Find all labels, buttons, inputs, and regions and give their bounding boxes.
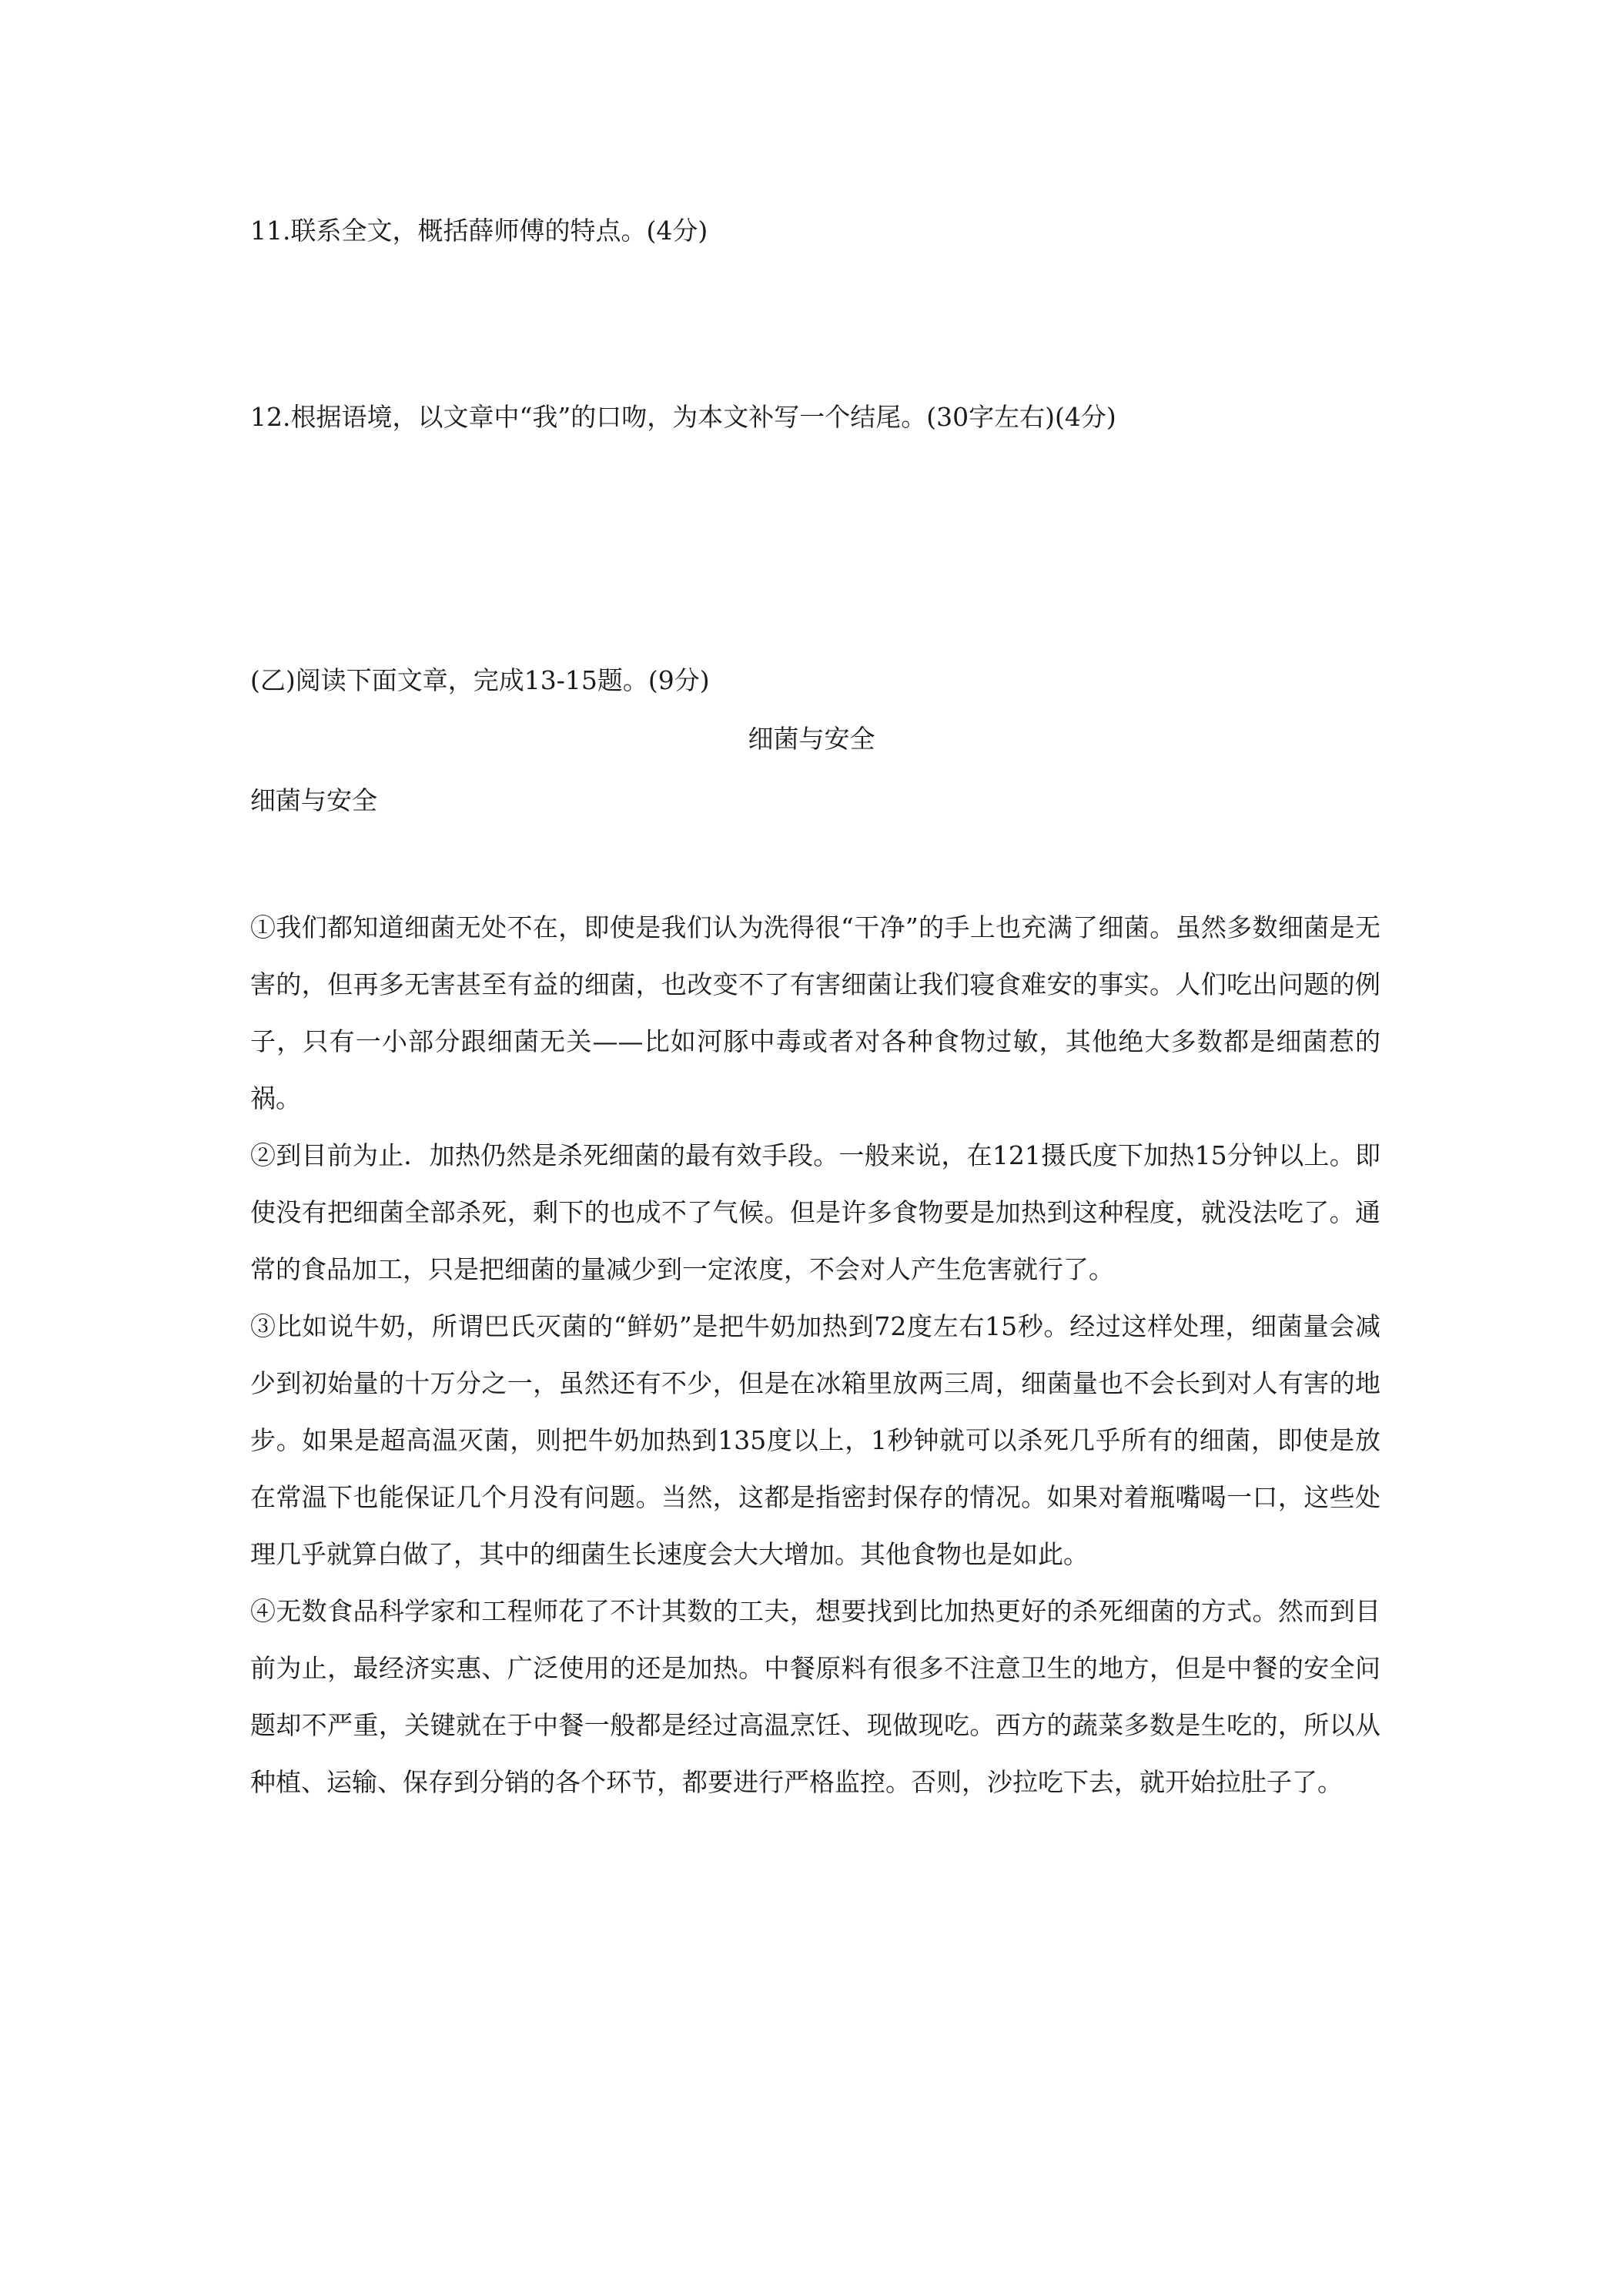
article-subtitle: 细菌与安全 (250, 785, 377, 815)
article-body (250, 899, 1380, 1811)
question-12: 12.根据语境，以文章中“我”的口吻，为本文补写一个结尾。(30字左右)(4分) (250, 402, 1116, 432)
section-intro: (乙)阅读下面文章，完成13-15题。(9分) (250, 665, 710, 695)
paragraph-1: ①我们都知道细菌无处不在，即使是我们认为洗得很“干净”的手上也充满了细菌。虽然多数细菌是无害的，但再多无害甚至有益的细菌，也改变不了有害细菌让我们寝食难安的事实。人们吃出问题的例子，只有一小部分跟细菌无关——比如河豚中毒或者对各种食物过敏，其他绝大多数都是细菌惹的祸。 (250, 912, 1380, 1113)
question-11: 11.联系全文，概括薛师傅的特点。(4分) (250, 216, 708, 246)
paragraph-2: ②到目前为止．加热仍然是杀死细菌的最有效手段。一般来说，在121摄氏度下加热15分钟以上。即使没有把细菌全部杀死，剩下的也成不了气候。但是许多食物要是加热到这种程度，就没法吃了。通常的食品加工，只是把细菌的量减少到一定浓度，不会对人产生危害就行了。 (250, 1140, 1380, 1284)
paragraph-4: ④无数食品科学家和工程师花了不计其数的工夫，想要找到比加热更好的杀死细菌的方式。然而到目前为止，最经济实惠、广泛使用的还是加热。中餐原料有很多不注意卫生的地方，但是中餐的安全问题却不严重，关键就在于中餐一般都是经过高温烹饪、现做现吃。西方的蔬菜多数是生吃的，所以从种植、运输、保存到分销的各个环节，都要进行严格监控。否则，沙拉吃下去，就开始拉肚子了。 (250, 1596, 1380, 1797)
paragraph-3: ③比如说牛奶，所谓巴氏灭菌的“鲜奶”是把牛奶加热到72度左右15秒。经过这样处理，细菌量会减少到初始量的十万分之一，虽然还有不少，但是在冰箱里放两三周，细菌量也不会长到对人有害的地步。如果是超高温灭菌，则把牛奶加热到135度以上，1秒钟就可以杀死几乎所有的细菌，即使是放在常温下也能保证几个月没有问题。当然，这都是指密封保存的情况。如果对着瓶嘴喝一口，这些处理几乎就算白做了，其中的细菌生长速度会大大增加。其他食物也是如此。 (250, 1311, 1380, 1569)
article-title: 细菌与安全 (748, 724, 875, 754)
